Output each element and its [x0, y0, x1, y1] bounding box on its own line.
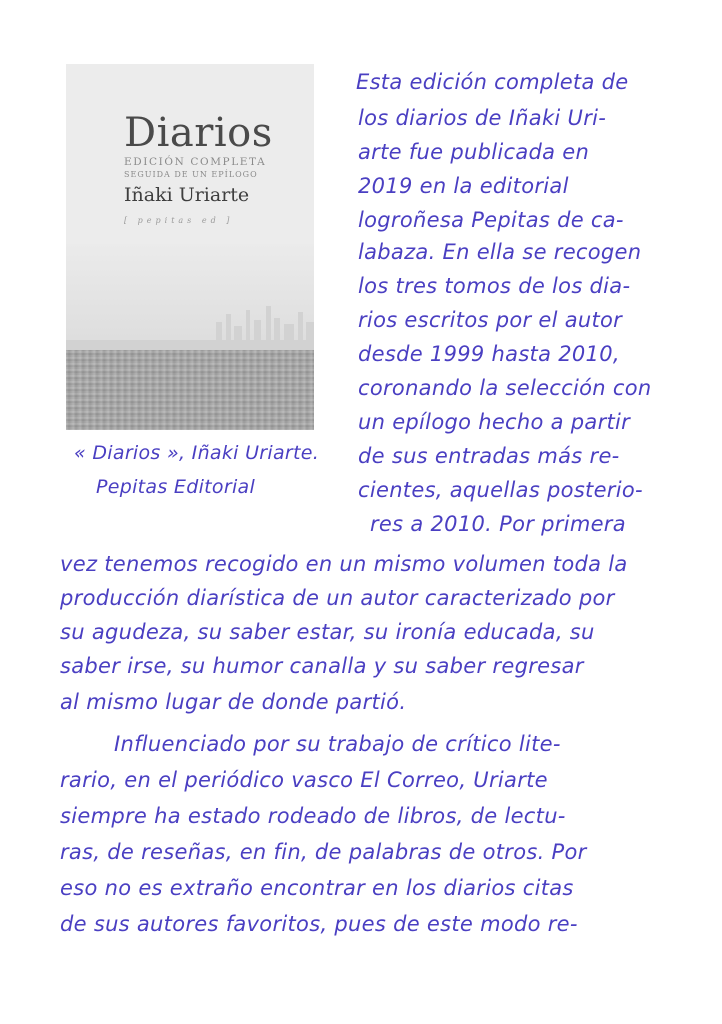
text-line: cientes, aquellas posterio- [358, 478, 643, 502]
text-line: ras, de reseñas, en fin, de palabras de otros. Por [60, 840, 587, 864]
text-line: vez tenemos recogido en un mismo volumen toda la [60, 552, 628, 576]
text-line: 2019 en la editorial [358, 174, 569, 198]
text-line: al mismo lugar de donde partió. [60, 690, 407, 714]
text-line: res a 2010. Por primera [370, 512, 626, 536]
cover-publisher: [ pepitas ed ] [124, 216, 234, 225]
text-line: rios escritos por el autor [358, 308, 623, 332]
cover-subtitle-2: SEGUIDA DE UN EPÍLOGO [124, 170, 258, 179]
text-line: Influenciado por su trabajo de crítico lite- [114, 732, 561, 756]
caption-line: Pepitas Editorial [96, 476, 256, 498]
text-line: los tres tomos de los dia- [358, 274, 631, 298]
text-line: Esta edición completa de [356, 70, 629, 94]
text-line: logroñesa Pepitas de ca- [358, 208, 624, 232]
book-cover [66, 64, 314, 430]
cover-skyline [66, 292, 314, 352]
cover-title: Diarios [124, 110, 273, 156]
text-line: los diarios de Iñaki Uri- [358, 106, 607, 130]
cover-subtitle: EDICIÓN COMPLETA [124, 156, 267, 168]
text-line: un epílogo hecho a partir [358, 410, 631, 434]
text-line: labaza. En ella se recogen [358, 240, 642, 264]
cover-author: Iñaki Uriarte [124, 184, 250, 206]
text-line: coronando la selección con [358, 376, 652, 400]
text-line: arte fue publicada en [358, 140, 590, 164]
text-line: eso no es extraño encontrar en los diarios citas [60, 876, 574, 900]
text-line: siempre ha estado rodeado de libros, de lectu- [60, 804, 566, 828]
text-line: rario, en el periódico vasco El Correo, Uriarte [60, 768, 548, 792]
text-line: producción diarística de un autor caracterizado por [60, 586, 615, 610]
text-line: desde 1999 hasta 2010, [358, 342, 620, 366]
text-line: su agudeza, su saber estar, su ironía educada, su [60, 620, 595, 644]
text-line: de sus entradas más re- [358, 444, 620, 468]
text-line: de sus autores favoritos, pues de este modo re- [60, 912, 578, 936]
text-line: saber irse, su humor canalla y su saber regresar [60, 654, 584, 678]
caption-line: « Diarios », Iñaki Uriarte. [74, 442, 320, 464]
